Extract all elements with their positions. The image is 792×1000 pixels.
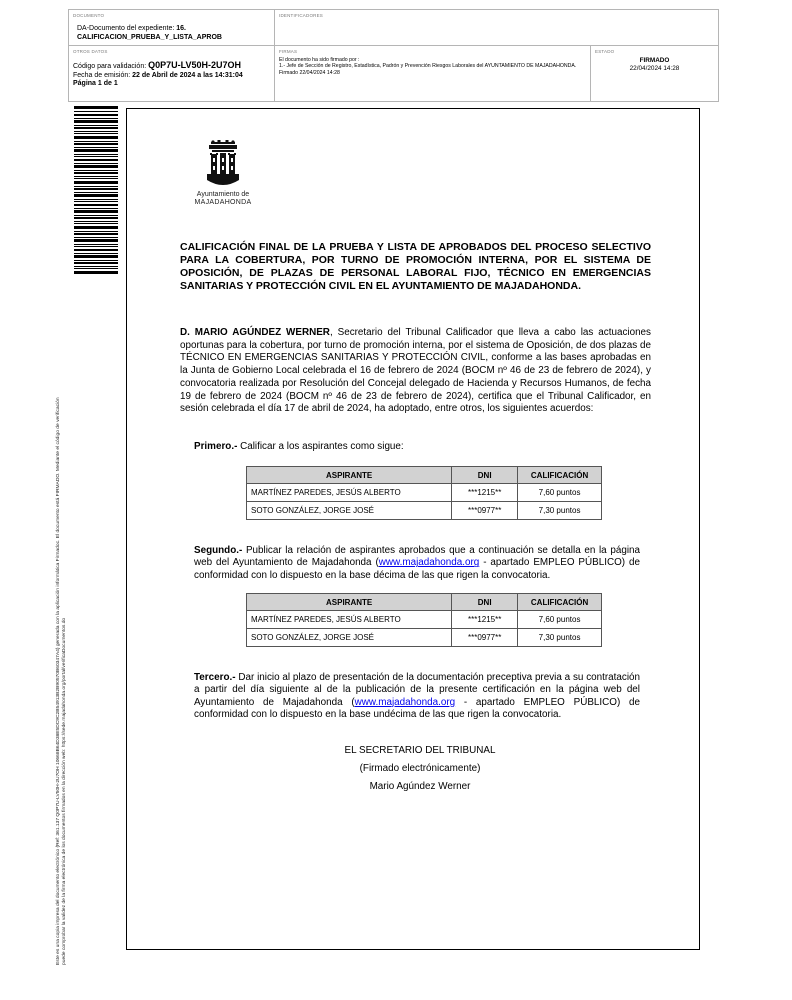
segundo-text-b: - apartado EMPLEO PÚBLICO) de conformidad con lo dispuesto en la base décima de las que rigen la convocatoria. [194, 557, 641, 581]
verification-side-text [56, 275, 68, 965]
tercero-website-link[interactable]: www.majadahonda.org [354, 696, 456, 708]
cell-dni: ***1215** [452, 484, 518, 502]
document-metadata-header [68, 9, 719, 102]
status-cell [591, 46, 718, 101]
table-row [247, 502, 602, 520]
col-dni: DNI [452, 467, 518, 484]
col-calificacion: CALIFICACIÓN [518, 467, 602, 484]
identifiers-caption: IDENTIFICADORES [279, 13, 324, 18]
signatures-text [279, 57, 587, 76]
expediente-label: DA-Documento del expediente: [77, 25, 177, 32]
validation-code: Q0P7U-LV50H-2U7OH [148, 60, 241, 70]
intro-paragraph [180, 327, 651, 416]
table-row [247, 484, 602, 502]
tercero-text-b: - apartado EMPLEO PÚBLICO) de conformidad con lo dispuesto en la base undécima de las que rigen la convocatoria. [194, 696, 641, 721]
cell-aspirante: MARTÍNEZ PAREDES, JESÚS ALBERTO [247, 484, 452, 502]
status-text [591, 57, 718, 73]
signature-note: (Firmado electrónicamente) [359, 763, 481, 774]
document-caption: DOCUMENTO [73, 13, 105, 18]
signatures-detail: 1.- Jefe de Sección de Registro, Estadística, Padrón y Prevención Riesgos Laborales del AYUNTAMIENTO DE MAJADAHONDA. Firmado 22/04/2024 14:28 [279, 63, 577, 76]
table-header-row [247, 467, 602, 484]
cell-aspirante: SOTO GONZÁLEZ, JORGE JOSÉ [247, 629, 452, 647]
other-data-text [73, 61, 243, 89]
signatures-caption: FIRMAS [279, 49, 298, 54]
document-cell [69, 10, 275, 46]
issue-label: Fecha de emisión: [73, 71, 133, 79]
document-filename: CALIFICACION_PRUEBA_Y_LISTA_APROB [77, 34, 222, 41]
intro-text: , Secretario del Tribunal Calificador que lleva a cabo las actuaciones oportunas para la cobertura, por turno de promoción interna, por el sistema de Oposición, de dos plazas de TÉCNICO EN EMERGENCIAS SANITARIAS Y PROTECCIÓN CIVIL, conforme a las bases aprobadas en la Junta de Gobierno Local celebrada el 16 de febrero de 2024 (BOCM nº 46 de 23 de febrero de 2024), y convocatoria realizada por Resolución del Concejal delegado de Hacienda y Recursos Humanos, de fecha 19 de febrero de 2024 (BOCM nº 46 de 23 de febrero de 2024), certifica que el Tribunal Calificador, en sesión celebrada el día 17 de abril de 2024, ha adoptado, entre otros, los siguientes acuerdos: [180, 327, 651, 415]
signatures-cell [275, 46, 591, 101]
cell-calificacion: 7,60 puntos [518, 484, 602, 502]
cell-aspirante: MARTÍNEZ PAREDES, JESÚS ALBERTO [247, 611, 452, 629]
cell-aspirante: SOTO GONZÁLEZ, JORGE JOSÉ [247, 502, 452, 520]
coat-of-arms-icon [183, 140, 263, 190]
cell-calificacion: 7,30 puntos [518, 502, 602, 520]
status-caption: ESTADO [595, 49, 615, 54]
col-dni: DNI [452, 594, 518, 611]
page-count: Página 1 de 1 [73, 80, 118, 88]
col-aspirante: ASPIRANTE [247, 467, 452, 484]
segundo-label: Segundo.- [194, 545, 243, 556]
status-date: 22/04/2024 14:28 [629, 65, 680, 72]
signatures-intro: El documento ha sido firmado por : [279, 57, 360, 63]
agreement-tercero [194, 672, 640, 722]
expediente-number: 16. [176, 25, 186, 32]
segundo-website-link[interactable]: www.majadahonda.org [378, 557, 480, 569]
table-row [247, 629, 602, 647]
document-reference [77, 24, 222, 42]
agreement-segundo [194, 545, 640, 582]
results-table-1 [246, 466, 602, 520]
primero-label: Primero.- [194, 441, 238, 452]
municipality-logo [183, 140, 263, 212]
agreement-primero [194, 441, 640, 453]
other-data-caption: OTROS DATOS [73, 49, 108, 54]
logo-text-ayuntamiento: Ayuntamiento de [196, 191, 250, 198]
barcode-icon [74, 106, 118, 276]
col-calificacion: CALIFICACIÓN [518, 594, 602, 611]
cell-calificacion: 7,30 puntos [518, 629, 602, 647]
signature-name: Mario Agúndez Werner [369, 781, 471, 792]
verification-line-1: Este es una copia impresa del documento electrónico (Ref: 361.137 Q0P7U-LV50H-2U7OH 10668B64D38E5DC9C2B54913B2B90570B60347A4) generada con la aplicación informática Firmadoc. El documento está FIRMADO. Mediante el código de verificación [56, 397, 61, 965]
document-title: CALIFICACIÓN FINAL DE LA PRUEBA Y LISTA DE APROBADOS DEL PROCESO SELECTIVO PARA LA COBERTURA, POR TURNO DE PROMOCIÓN INTERNA, POR EL SISTEMA DE OPOSICIÓN, DE PLAZAS DE PERSONAL LABORAL FIJO, TÉCNICO EN EMERGENCIAS SANITARIAS Y PROTECCIÓN CIVIL EN EL AYUNTAMIENTO DE MAJADAHONDA. [180, 241, 651, 292]
identifiers-cell [275, 10, 718, 46]
cell-dni: ***1215** [452, 611, 518, 629]
verification-line-2: puede comprobar la validez de la firma electrónica de los documentos firmados en la dirección web: https://sede.majadahonda.org/portal/verificaDocumentos.do [62, 617, 67, 965]
signature-role: EL SECRETARIO DEL TRIBUNAL [344, 745, 496, 756]
cell-calificacion: 7,60 puntos [518, 611, 602, 629]
segundo-text-a: Publicar la relación de aspirantes aprobados que a continuación se detalla en la página web del Ayuntamiento de Majadahonda ( [194, 545, 640, 569]
issue-date: 22 de Abril de 2024 a las 14:31:04 [132, 71, 243, 79]
cell-dni: ***0977** [452, 629, 518, 647]
table-header-row [247, 594, 602, 611]
other-data-cell [69, 46, 275, 101]
secretary-name: D. MARIO AGÚNDEZ WERNER [180, 327, 330, 338]
status-value: FIRMADO [639, 57, 670, 64]
table-row [247, 611, 602, 629]
results-table-2 [246, 593, 602, 647]
tercero-label: Tercero.- [194, 672, 236, 683]
logo-text-majadahonda: MAJADAHONDA [194, 199, 252, 206]
col-aspirante: ASPIRANTE [247, 594, 452, 611]
validation-label: Código para validación: [73, 63, 149, 70]
tercero-text-a: Dar inicio al plazo de presentación de la documentación preceptiva previa a su contratación a partir del día siguiente al de la publicación de la presente certificación en la página web del Ayuntamiento de Majadahonda ( [194, 672, 640, 708]
document-page-frame [126, 108, 700, 950]
primero-text: Calificar a los aspirantes como sigue: [237, 441, 404, 452]
cell-dni: ***0977** [452, 502, 518, 520]
